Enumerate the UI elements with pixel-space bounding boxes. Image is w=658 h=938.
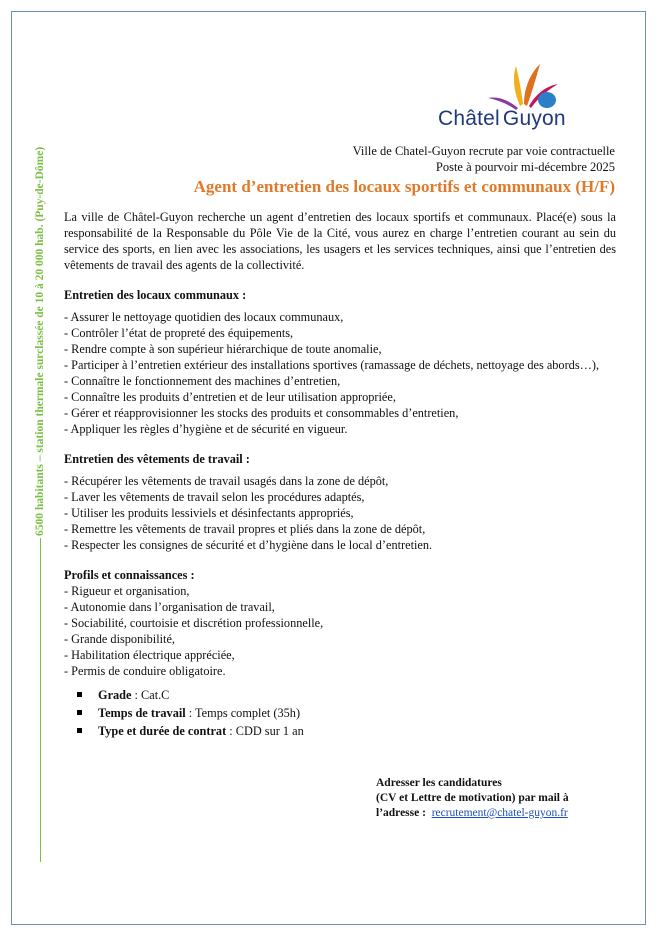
section-title: Profils et connaissances : bbox=[64, 568, 195, 582]
detail-label: Grade bbox=[98, 688, 132, 702]
apply-line-2: (CV et Lettre de motivation) par mail à bbox=[376, 792, 569, 804]
logo-text bbox=[438, 107, 566, 131]
bullet-square-icon bbox=[77, 728, 82, 733]
header-line-1: Ville de Chatel-Guyon recrute par voie contractuelle bbox=[352, 144, 615, 158]
bullet-square-icon bbox=[77, 692, 82, 697]
list-item: - Rigueur et organisation, bbox=[64, 584, 190, 598]
detail-label: Temps de travail bbox=[98, 706, 186, 720]
detail-value: : Cat.C bbox=[131, 688, 170, 702]
section-profils bbox=[64, 567, 616, 679]
apply-line-1: Adresser les candidatures bbox=[376, 777, 502, 789]
application-info bbox=[376, 776, 569, 821]
list-item: - Permis de conduire obligatoire. bbox=[64, 664, 226, 678]
list-item: - Appliquer les règles d’hygiène et de sécurité en vigueur. bbox=[64, 422, 348, 436]
sidebar-text: 6500 habitants – station thermale surclassée de 10 à 20 000 hab. (Puy-de-Dôme) bbox=[34, 146, 46, 536]
list-item: - Assurer le nettoyage quotidien des locaux communaux, bbox=[64, 310, 344, 324]
list-item: - Participer à l’entretien extérieur des installations sportives (ramassage de déchets, nettoyage des abords…), bbox=[64, 358, 600, 372]
list-item: - Remettre les vêtements de travail propres et pliés dans la zone de dépôt, bbox=[64, 522, 426, 536]
section-title: Entretien des locaux communaux : bbox=[64, 288, 247, 302]
header bbox=[353, 143, 615, 175]
sidebar-divider bbox=[40, 538, 41, 862]
list-item: - Utiliser les produits lessiviels et désinfectants appropriés, bbox=[64, 506, 354, 520]
profile-list bbox=[64, 583, 616, 679]
detail-value: : CDD sur 1 an bbox=[226, 724, 304, 738]
section-title: Entretien des vêtements de travail : bbox=[64, 452, 250, 466]
detail-contrat bbox=[77, 723, 616, 739]
task-list bbox=[64, 473, 616, 553]
list-item: - Laver les vêtements de travail selon les procédures adaptés, bbox=[64, 490, 365, 504]
detail-grade bbox=[77, 687, 616, 703]
list-item: - Gérer et réapprovisionner les stocks des produits et consommables d’entretien, bbox=[64, 406, 459, 420]
logo-swirl-yellow bbox=[514, 66, 523, 106]
email-link[interactable]: recrutement@chatel-guyon.fr bbox=[431, 807, 568, 819]
task-list bbox=[64, 309, 616, 437]
section-vetements bbox=[64, 451, 616, 553]
list-item: - Connaître les produits d’entretien et de leur utilisation appropriée, bbox=[64, 390, 396, 404]
job-title: Agent d’entretien des locaux sportifs et communaux (H/F) bbox=[193, 177, 615, 196]
intro-paragraph: La ville de Châtel-Guyon recherche un agent d’entretien des locaux sportifs et communaux. Placé(e) sous la responsabilité de la Responsable du Pôle Vie de la Cité, vous aurez en charge l’entretien courant au sein du service des sports, en lien avec les associations, les usagers et les services techniques, ainsi que l’entretien des vêtements de travail des agents de la collectivité. bbox=[64, 210, 616, 272]
logo-icon bbox=[428, 58, 614, 110]
list-item: - Contrôler l’état de propreté des équipements, bbox=[64, 326, 294, 340]
logo bbox=[428, 58, 614, 138]
list-item: - Sociabilité, courtoisie et discrétion professionnelle, bbox=[64, 616, 324, 630]
detail-label: Type et durée de contrat bbox=[98, 724, 227, 738]
section-locaux bbox=[64, 287, 616, 437]
list-item: - Habilitation électrique appréciée, bbox=[64, 648, 235, 662]
apply-address-label: l’adresse : bbox=[376, 807, 426, 819]
bullet-square-icon bbox=[77, 710, 82, 715]
contract-details bbox=[64, 687, 616, 739]
logo-drop-blue bbox=[538, 92, 556, 108]
list-item: - Récupérer les vêtements de travail usagés dans la zone de dépôt, bbox=[64, 474, 389, 488]
logo-word-guyon: Guyon bbox=[502, 107, 566, 130]
detail-value: : Temps complet (35h) bbox=[185, 706, 301, 720]
apply-line-3 bbox=[376, 806, 569, 821]
logo-word-chatel: Châtel bbox=[438, 107, 500, 130]
list-item: - Autonomie dans l’organisation de travail, bbox=[64, 600, 275, 614]
list-item: - Respecter les consignes de sécurité et d’hygiène dans le local d’entretien. bbox=[64, 538, 433, 552]
detail-temps bbox=[77, 705, 616, 721]
list-item: - Grande disponibilité, bbox=[64, 632, 175, 646]
list-item: - Rendre compte à son supérieur hiérarchique de toute anomalie, bbox=[64, 342, 382, 356]
header-line-2: Poste à pourvoir mi-décembre 2025 bbox=[435, 160, 615, 174]
list-item: - Connaître le fonctionnement des machines d’entretien, bbox=[64, 374, 341, 388]
content bbox=[64, 209, 616, 741]
